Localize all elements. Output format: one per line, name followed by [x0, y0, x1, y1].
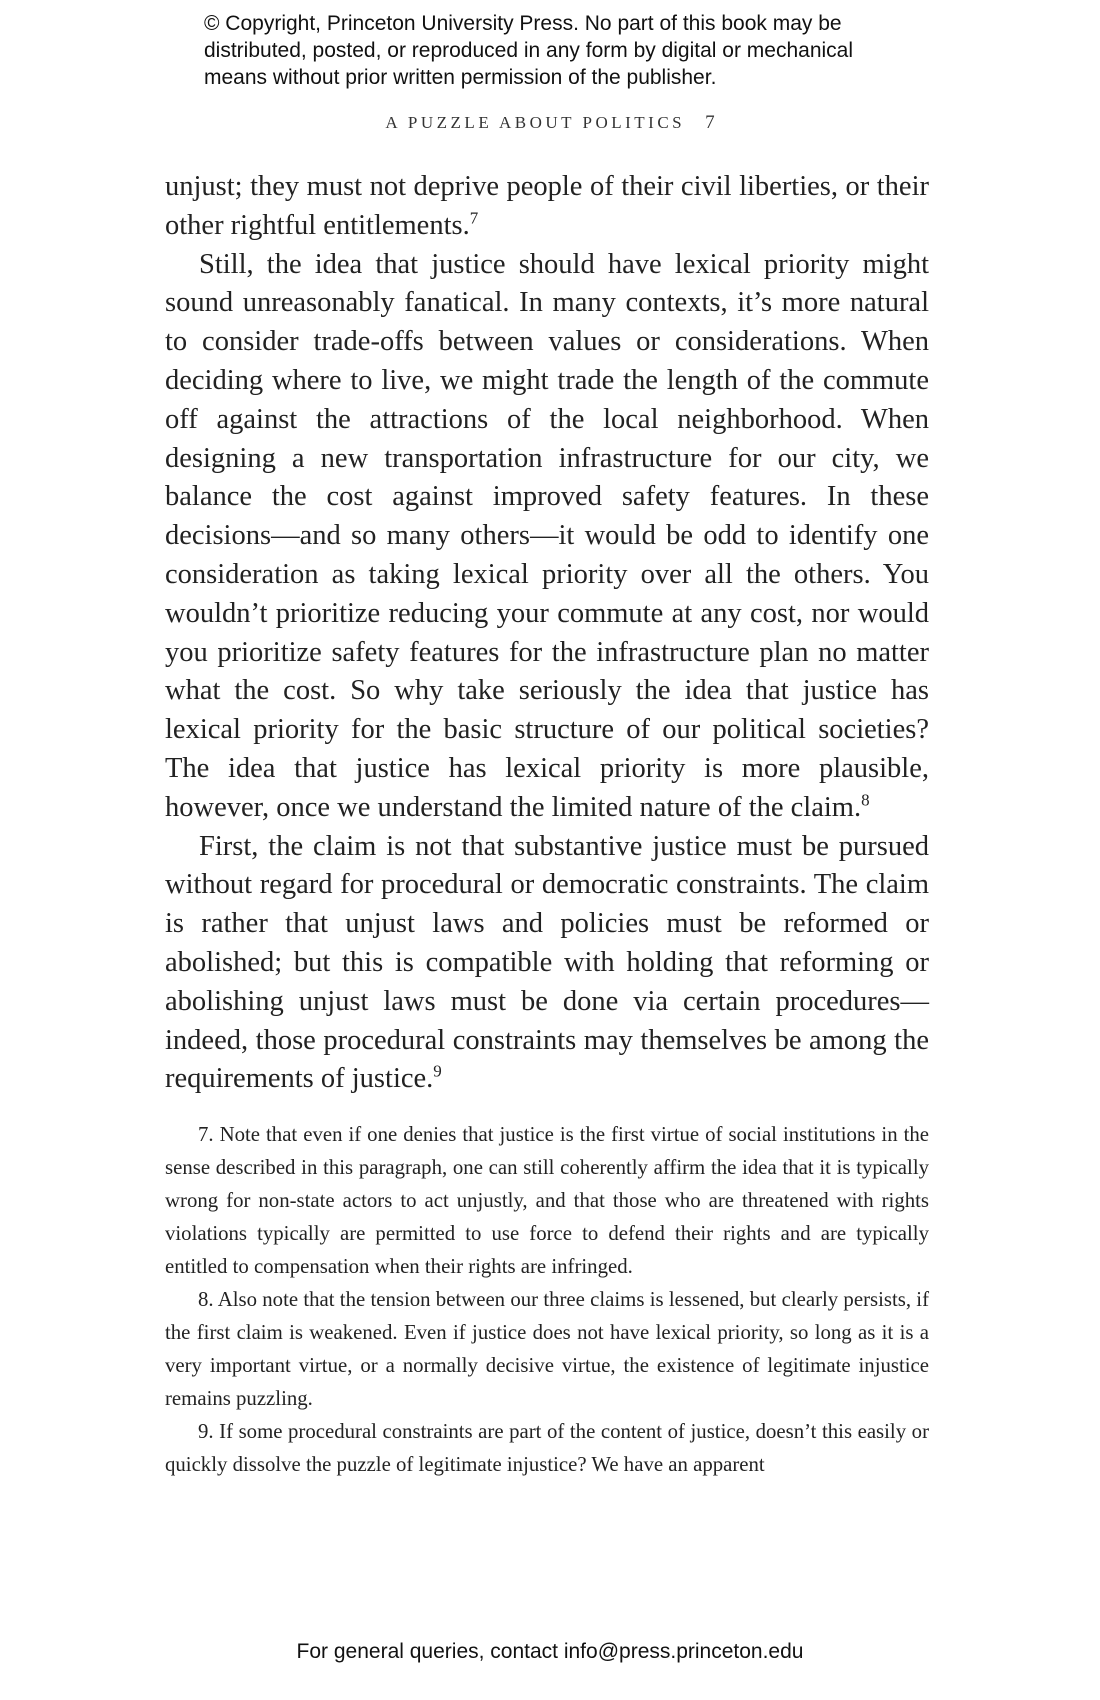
- running-head-title: A PUZZLE ABOUT POLITICS: [385, 113, 686, 132]
- paragraph: [165, 828, 929, 1100]
- paragraph: [165, 246, 929, 828]
- footnote-ref[interactable]: 9: [433, 1061, 442, 1081]
- footnote-9: 9. If some procedural constraints are part of the content of justice, doesn’t this easily or quickly dissolve the puzzle of legitimate injustice? We have an apparent: [165, 1420, 929, 1476]
- paragraph-text: unjust; they must not deprive people of their civil liberties, or their other rightful entitlements.: [165, 171, 929, 241]
- footnotes: [165, 1118, 929, 1481]
- paragraph-text: First, the claim is not that substantive justice must be pursued without regard for procedural or democratic constraints. The claim is rather that unjust laws and policies must be reformed or abolished; but this is compatible with holding that reforming or abolishing unjust laws must be done via certain procedures—indeed, those procedural constraints may themselves be among the requirements of justice.: [165, 830, 929, 1095]
- copyright-line: distributed, posted, or reproduced in any form by digital or mechanical: [204, 39, 854, 62]
- paragraph: [165, 168, 929, 246]
- footnote-8: 8. Also note that the tension between our three claims is lessened, but clearly persists, if the first claim is weakened. Even if justice does not have lexical priority, so long as it is a very important virtue, or a normally decisive virtue, the existence of legitimate injustice remains puzzling.: [165, 1288, 929, 1410]
- paragraph-text: Still, the idea that justice should have lexical priority might sound unreasonably fanatical. In many contexts, it’s more natural to consider trade-offs between values or considerations. When deciding where to live, we might trade the length of the commute off against the attractions of the local neighborhood. When designing a new transportation infrastructure for our city, we balance the cost against improved safety features. In these decisions—and so many others—it would be odd to identify one consideration as taking lexical priority over all the others. You wouldn’t prioritize reducing your commute at any cost, nor would you prioritize safety features for the infrastructure plan no matter what the cost. So why take seriously the idea that justice has lexical priority for the basic structure of our political societies? The idea that justice has lexical priority is more plausible, however, once we understand the limited nature of the claim.: [165, 248, 929, 823]
- copyright-notice: [204, 10, 924, 91]
- footnote-7: 7. Note that even if one denies that justice is the first virtue of social institutions in the sense described in this paragraph, one can still coherently affirm the idea that it is typically wrong for non-state actors to act unjustly, and that those who are threatened with rights violations typically are permitted to use force to defend their rights and are typically entitled to compensation when their rights are infringed.: [165, 1123, 929, 1278]
- page-number: 7: [705, 112, 715, 133]
- running-head: [0, 112, 1100, 134]
- footer-contact: For general queries, contact info@press.princeton.edu: [296, 1640, 804, 1663]
- footnote-ref[interactable]: 8: [861, 790, 870, 810]
- copyright-line: © Copyright, Princeton University Press. No part of this book may be: [204, 12, 842, 35]
- main-text: [165, 168, 929, 1099]
- footnote-ref[interactable]: 7: [469, 208, 479, 228]
- copyright-line: means without prior written permission of the publisher.: [204, 66, 717, 89]
